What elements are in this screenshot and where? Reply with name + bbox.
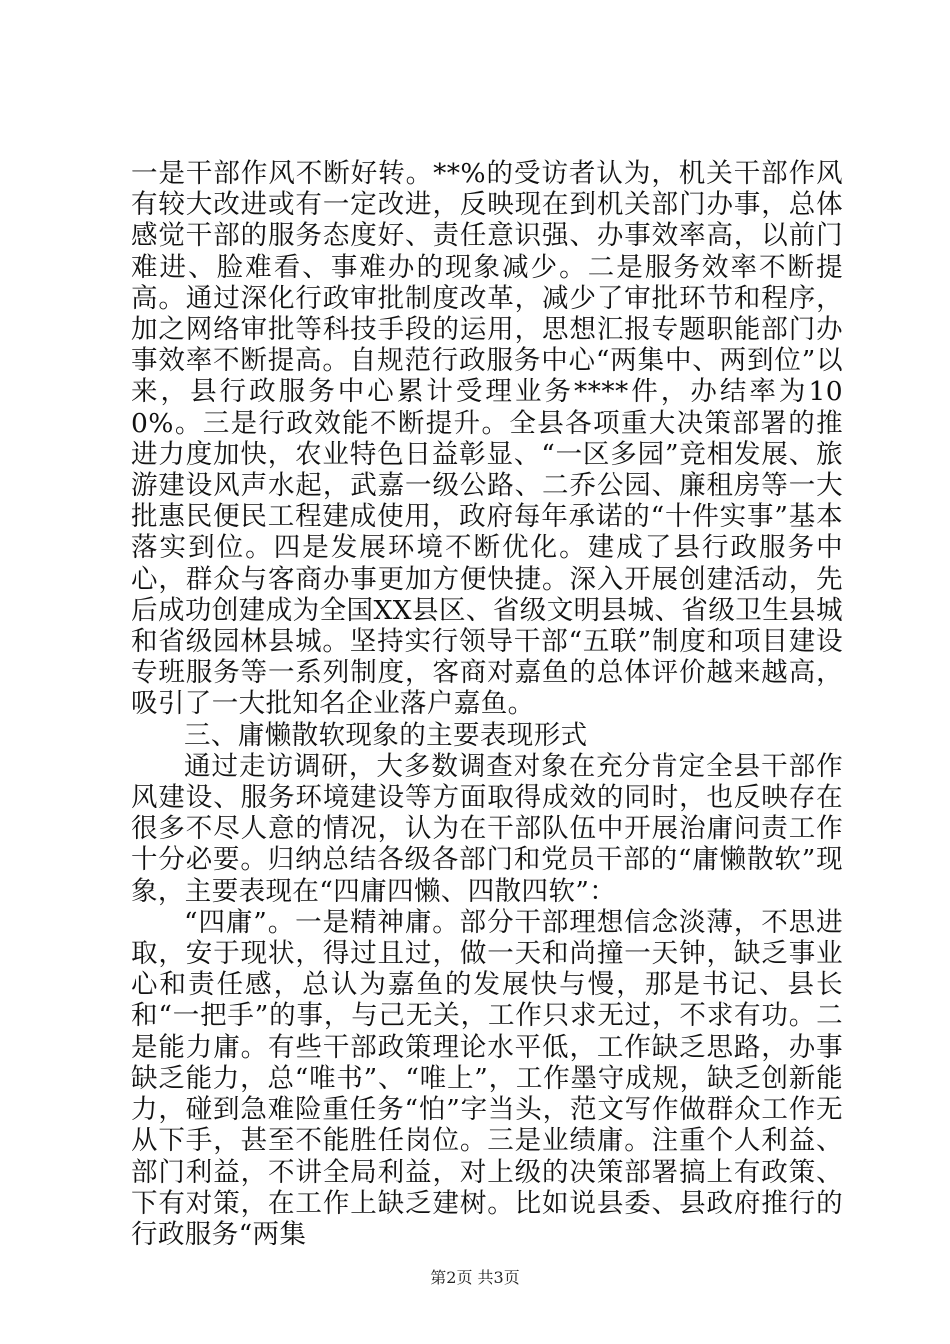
document-body	[131, 158, 843, 1250]
paragraph-3: “四庸”。一是精神庸。部分干部理想信念淡薄，不思进取，安于现状，得过且过，做一天和尚撞一天钟，缺乏事业心和责任感，总认为嘉鱼的发展快与慢，那是书记、县长和“一把手”的事，与己无关，工作只求无过，不求有功。二是能力庸。有些干部政策理论水平低，工作缺乏思路，办事缺乏能力，总“唯书”、“唯上”，工作墨守成规，缺乏创新能力，碰到急难险重任务“怕”字当头，范文写作做群众工作无从下手，甚至不能胜任岗位。三是业绩庸。注重个人利益、部门利益，不讲全局利益，对上级的决策部署搞上有政策、下有对策，在工作上缺乏建树。比如说县委、县政府推行的行政服务“两集	[131, 906, 843, 1250]
paragraph-1: 一是干部作风不断好转。**%的受访者认为，机关干部作风有较大改进或有一定改进，反映现在到机关部门办事，总体感觉干部的服务态度好、责任意识强、办事效率高，以前门难进、脸难看、事难办的现象减少。二是服务效率不断提高。通过深化行政审批制度改革，减少了审批环节和程序，加之网络审批等科技手段的运用，思想汇报专题职能部门办事效率不断提高。自规范行政服务中心“两集中、两到位”以来，县行政服务中心累计受理业务****件，办结率为100%。三是行政效能不断提升。全县各项重大决策部署的推进力度加快，农业特色日益彰显、“一区多园”竞相发展、旅游建设风声水起，武嘉一级公路、二乔公园、廉租房等一大批惠民便民工程建成使用，政府每年承诺的“十件实事”基本落实到位。四是发展环境不断优化。建成了县行政服务中心，群众与客商办事更加方便快捷。深入开展创建活动，先后成功创建成为全国XX县区、省级文明县城、省级卫生县城和省级园林县城。坚持实行领导干部“五联”制度和项目建设专班服务等一系列制度，客商对嘉鱼的总体评价越来越高，吸引了一大批知名企业落户嘉鱼。	[131, 158, 843, 720]
section-heading: 三、庸懒散软现象的主要表现形式	[184, 719, 588, 751]
paragraph-2: 通过走访调研，大多数调查对象在充分肯定全县干部作风建设、服务环境建设等方面取得成效的同时，也反映存在很多不尽人意的情况，认为在干部队伍中开展治庸问责工作十分必要。归纳总结各级各部门和党员干部的“庸懒散软”现象，主要表现在“四庸四懒、四散四软”：	[131, 750, 843, 907]
page-footer: 第2页 共3页	[430, 1268, 520, 1287]
